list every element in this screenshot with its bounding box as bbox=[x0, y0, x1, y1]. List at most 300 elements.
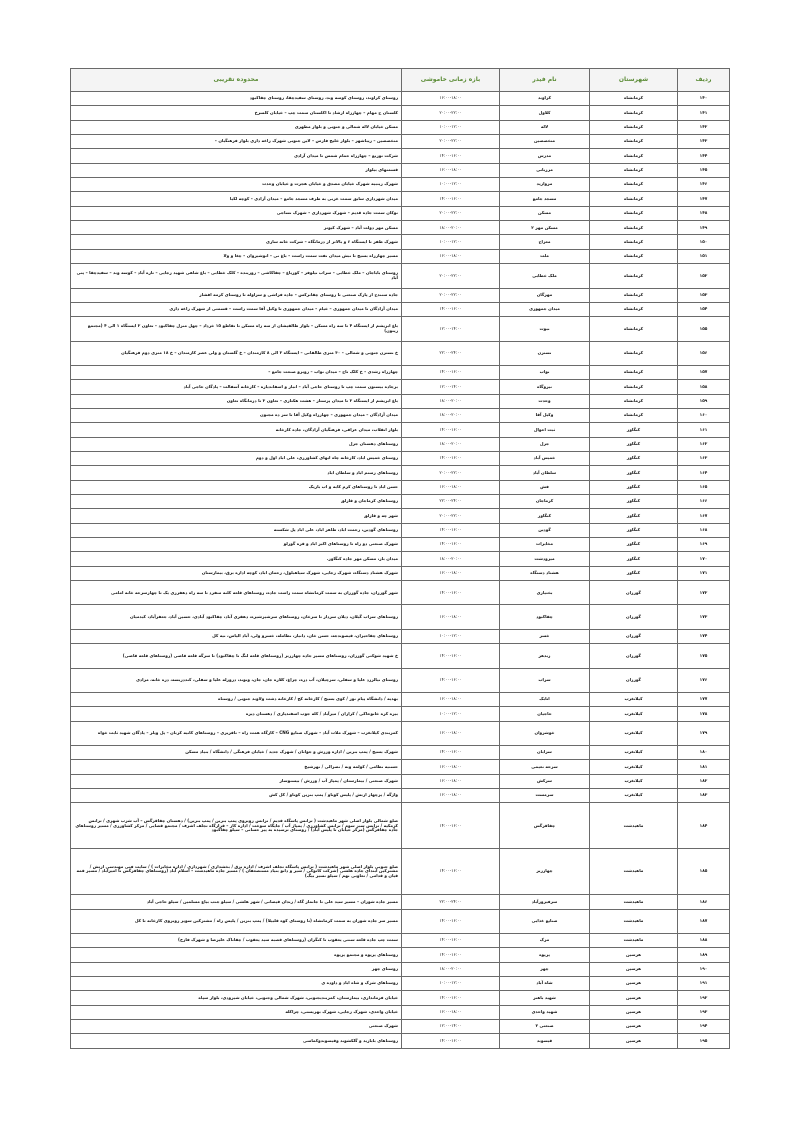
feeder-cell: مسجد جامع bbox=[500, 192, 590, 206]
table-row bbox=[71, 552, 730, 566]
time-range-cell: ۱۸:۰۰-۲۰:۰۰ bbox=[402, 408, 500, 422]
feeder-cell: میرودشت bbox=[500, 552, 590, 566]
time-range-cell: ۱۴:۰۰-۱۶:۰۰ bbox=[402, 423, 500, 437]
feeder-cell: کلاول bbox=[500, 106, 590, 120]
area-cell: شهرک هشتاد دستگاه، شهرک رجایی، شهرک سیاهبلول، رحمان اباد، کوچه اداره برق، بیمارستان bbox=[71, 566, 402, 580]
city-cell: کنگاور bbox=[590, 566, 678, 580]
time-range-cell: ۱۴:۰۰-۱۶:۰۰ bbox=[402, 948, 500, 962]
city-cell: کرمانشاه bbox=[590, 317, 678, 341]
table-row bbox=[71, 163, 730, 177]
city-cell: کرمانشاه bbox=[590, 288, 678, 302]
row-number: ۱۴۹ bbox=[678, 221, 730, 235]
area-cell: ضلع شمالی بلوار اصلی شهر ماهیدشت ( ترانس پاسگاه قدیم / ترانس روبروی پمپ بنزین / پمپ بنزین) / دهستان چقاقرگس – آب شرب شهری / ترانس کرمکیه / ترانس سبز سوم / ترانس کشاورزی / پمپاژ آب / جایگاه سوخت / اداره کار – قرارگاه تجلف اشرف / مجتمع قضایی / مرکز کشاورزی / مسیر روستاهای جاده چقاقرگس (مرکز خیابان تا پلیس آباد) / روستای ترسیده به پیر حسانی – سیلو چقاکبود bbox=[71, 803, 402, 849]
time-range-cell: ۲۰:۰۰-۲۲:۰۰ bbox=[402, 288, 500, 302]
feeder-cell: میدان جمهوری bbox=[500, 302, 590, 316]
row-number: ۱۸۸ bbox=[678, 933, 730, 947]
area-cell: شهرک زینبیه شهرک خیابان مصدق و خیابان هجرت و خیابان وحدت bbox=[71, 178, 402, 192]
feeder-cell: مخابرات bbox=[500, 538, 590, 552]
time-range-cell: ۱۶:۰۰-۱۸:۰۰ bbox=[402, 92, 500, 106]
row-number: ۱۶۲ bbox=[678, 437, 730, 451]
table-header-row bbox=[71, 69, 730, 92]
table-row bbox=[71, 605, 730, 629]
table-row bbox=[71, 746, 730, 760]
city-cell: ماهیدشت bbox=[590, 909, 678, 933]
table-row bbox=[71, 178, 730, 192]
time-range-cell: ۱۴:۰۰-۱۶:۰۰ bbox=[402, 452, 500, 466]
feeder-cell: وکیل آقا bbox=[500, 408, 590, 422]
city-cell: کنگاور bbox=[590, 509, 678, 523]
area-cell: نوکان سمت جاده قدیم – شهرک شهرداری – شهرک نساجی bbox=[71, 206, 402, 220]
city-cell: کرمانشاه bbox=[590, 106, 678, 120]
table-row bbox=[71, 789, 730, 803]
table-row bbox=[71, 991, 730, 1005]
city-cell: ماهیدشت bbox=[590, 803, 678, 849]
time-range-cell: ۱۴:۰۰-۱۶:۰۰ bbox=[402, 1034, 500, 1048]
table-row bbox=[71, 668, 730, 692]
city-cell: ماهیدشت bbox=[590, 933, 678, 947]
feeder-cell: مهرگان bbox=[500, 288, 590, 302]
area-cell: بلوار انقلاب، میدان عراقی، فرهنگیان آزادگان، جاده کارخانه bbox=[71, 423, 402, 437]
city-cell: کنگاور bbox=[590, 466, 678, 480]
area-cell: شهرک بسیج / پمپ بنزین / اداره ورزش و جوانان / شهرک جدید / خیابان فرهنگی / دانشگاه / بنیاد مسکن bbox=[71, 746, 402, 760]
city-cell: هرسین bbox=[590, 1005, 678, 1019]
table-row bbox=[71, 962, 730, 976]
city-cell: کنگاور bbox=[590, 552, 678, 566]
city-cell: کنگاور bbox=[590, 495, 678, 509]
row-number: ۱۶۳ bbox=[678, 452, 730, 466]
feeder-cell: سرفیروزآباد bbox=[500, 895, 590, 909]
table-row bbox=[71, 976, 730, 990]
row-number: ۱۵۰ bbox=[678, 235, 730, 249]
city-cell: ماهیدشت bbox=[590, 895, 678, 909]
area-cell: میدان شهرداری سابق سمت غربی به طرف مسجد جامع – میدان آزادی – کوچه لکیا bbox=[71, 192, 402, 206]
time-range-cell: ۱۰:۰۰-۱۲:۰۰ bbox=[402, 178, 500, 192]
city-cell: کرمانشاه bbox=[590, 149, 678, 163]
row-number: ۱۷۱ bbox=[678, 566, 730, 580]
area-cell: کمربندی کیلانغرب – شهرک ملات آباد – شهرک صنایع CNG – کارگاه همت راه – تاقریری – روستاهای کانیه کرنان – پل ویلز – پادگان شهید ثابت خواه bbox=[71, 721, 402, 745]
feeder-cell: هشتاد دستگاه bbox=[500, 566, 590, 580]
table-row bbox=[71, 288, 730, 302]
area-cell: شهرک ظفر تا ایستگاه ۶ و بالاتر از درمانگاه – شرکت خانه سازی bbox=[71, 235, 402, 249]
row-number: ۱۶۰ bbox=[678, 408, 730, 422]
time-range-cell: ۱۶:۰۰-۱۸:۰۰ bbox=[402, 760, 500, 774]
feeder-cell: سرمست bbox=[500, 789, 590, 803]
row-number: ۱۹۳ bbox=[678, 1005, 730, 1019]
city-cell: گوزران bbox=[590, 644, 678, 668]
feeder-cell: فش bbox=[500, 480, 590, 494]
row-number: ۱۴۲ bbox=[678, 120, 730, 134]
row-number: ۱۶۴ bbox=[678, 466, 730, 480]
time-range-cell: ۱۶:۰۰-۱۸:۰۰ bbox=[402, 1005, 500, 1019]
time-range-cell: ۱۸:۰۰-۲۰:۰۰ bbox=[402, 552, 500, 566]
time-range-cell: ۱۴:۰۰-۱۶:۰۰ bbox=[402, 523, 500, 537]
time-range-cell: ۲۲:۰۰-۲۴:۰۰ bbox=[402, 495, 500, 509]
table-row bbox=[71, 480, 730, 494]
row-number: ۱۶۹ bbox=[678, 538, 730, 552]
row-number: ۱۵۲ bbox=[678, 264, 730, 288]
table-row bbox=[71, 235, 730, 249]
feeder-cell: شاه آباد bbox=[500, 976, 590, 990]
table-row bbox=[71, 707, 730, 721]
feeder-cell: چهر bbox=[500, 962, 590, 976]
time-range-cell: ۱۰:۰۰-۱۲:۰۰ bbox=[402, 976, 500, 990]
table-row bbox=[71, 317, 730, 341]
feeder-cell: مروارید bbox=[500, 178, 590, 192]
area-cell: خ شهید شوکتی گوزران، روستاهای مسیر جاده چهارزبر (روستاهای قلعه لنگ تا چقاکبود) تا سرگه قلعه قاضی (روستاهای قلعه قاضی) bbox=[71, 644, 402, 668]
row-number: ۱۵۵ bbox=[678, 317, 730, 341]
city-cell: کنگاور bbox=[590, 538, 678, 552]
area-cell: روستاهای پرپوه و مجتمع پرپوه bbox=[71, 948, 402, 962]
time-range-cell: ۱۴:۰۰-۱۶:۰۰ bbox=[402, 192, 500, 206]
time-range-cell: ۱۰:۰۰-۱۲:۰۰ bbox=[402, 235, 500, 249]
feeder-cell: حاجیان bbox=[500, 707, 590, 721]
feeder-cell: بختیاری bbox=[500, 581, 590, 605]
area-cell: برجاده بیستون سمت چپ تا روستای حاجی آباد – انبار و اسفاندیاره – کارخانه آسفالت – پادگان حاجی آباد bbox=[71, 380, 402, 394]
city-cell: کیلانغرب bbox=[590, 760, 678, 774]
time-range-cell: ۱۲:۰۰-۱۴:۰۰ bbox=[402, 317, 500, 341]
area-cell: شهر چه و قارلق bbox=[71, 509, 402, 523]
city-cell: هرسین bbox=[590, 1034, 678, 1048]
table-row bbox=[71, 264, 730, 288]
time-range-cell: ۱۴:۰۰-۱۶:۰۰ bbox=[402, 644, 500, 668]
row-number: ۱۵۷ bbox=[678, 365, 730, 379]
row-number: ۱۹۲ bbox=[678, 991, 730, 1005]
area-cell: میدان باز، مسکن مهر جاده کنگاور. bbox=[71, 552, 402, 566]
feeder-cell: گودین bbox=[500, 523, 590, 537]
area-cell: مسکن خیابان لاله شمالی و جنوبی و بلوار مطهری bbox=[71, 120, 402, 134]
row-number: ۱۹۰ bbox=[678, 962, 730, 976]
row-number: ۱۹۴ bbox=[678, 1019, 730, 1033]
area-cell: خیابان واحدی، شهرک رجایی، شهرک بهزیستی، چراکله bbox=[71, 1005, 402, 1019]
table-row bbox=[71, 341, 730, 365]
area-cell: مسیر جاده شوران – مسیر سید علی تا جانماز گاه / زندان قیصانی / شهر هلشی / سیلو جنب بیاع مسلمین / سیلو حاجی آباد bbox=[71, 895, 402, 909]
area-cell: مسکن مهر دولت آباد – شهرک کیوتر bbox=[71, 221, 402, 235]
area-cell: روستای کراوند، روستای کوسه وند، روستای سفیدچقا، روستای چقاکبود bbox=[71, 92, 402, 106]
feeder-cell: کراوند bbox=[500, 92, 590, 106]
table-row bbox=[71, 394, 730, 408]
row-number: ۱۴۰ bbox=[678, 92, 730, 106]
city-cell: کیلانغرب bbox=[590, 789, 678, 803]
area-cell: خیابان فرمانداری، بیمارستان، کمربندیجنوبی، شهرک شمالی وجنوبی، خیابان شیرودی، بلوار سپاه bbox=[71, 991, 402, 1005]
time-range-cell: ۱۶:۰۰-۱۸:۰۰ bbox=[402, 480, 500, 494]
feeder-cell: جزل bbox=[500, 437, 590, 451]
city-cell: کنگاور bbox=[590, 452, 678, 466]
table-row bbox=[71, 92, 730, 106]
row-number: ۱۴۵ bbox=[678, 163, 730, 177]
feeder-cell: نسترن bbox=[500, 341, 590, 365]
row-number: ۱۶۵ bbox=[678, 480, 730, 494]
table-row bbox=[71, 408, 730, 422]
time-range-cell: ۱۴:۰۰-۱۶:۰۰ bbox=[402, 538, 500, 552]
header-row-number: ردیف bbox=[678, 69, 730, 92]
time-range-cell: ۱۶:۰۰-۱۸:۰۰ bbox=[402, 774, 500, 788]
time-range-cell: ۱۸:۰۰-۲۰:۰۰ bbox=[402, 962, 500, 976]
area-cell: روستاهای گودین، رحمت اباد، طاهر اباد، علی اباد پل شکسته bbox=[71, 523, 402, 537]
area-cell: روستاهای سراب گیلان، دیلان سردار تا سرخان، روستاهای سرشیرشیره، دهقری آباد، چقاکبود آبادی، حسین آباد، جعفرآباد، کیدمیان bbox=[71, 605, 402, 629]
city-cell: کرمانشاه bbox=[590, 408, 678, 422]
row-number: ۱۸۷ bbox=[678, 909, 730, 933]
time-range-cell: ۱۴:۰۰-۱۶:۰۰ bbox=[402, 803, 500, 849]
table-row bbox=[71, 629, 730, 643]
city-cell: کیلانغرب bbox=[590, 692, 678, 706]
city-cell: کرمانشاه bbox=[590, 163, 678, 177]
feeder-cell: معراج bbox=[500, 235, 590, 249]
feeder-cell: سرکش bbox=[500, 774, 590, 788]
feeder-cell: چهارزبر bbox=[500, 849, 590, 895]
area-cell: بهدیه / دانشگاه پیام نور / کوی بسیج / کارخانه کج / کارخانه دشت ولاوند جنوبی / روستاه bbox=[71, 692, 402, 706]
area-cell: خ نسترن جنوبی و شمالی – ۳۰ متری طالقانی – ایستگاه ۲ الی ۸ کارمندان – خ گلستان و ولی عصر کارمندان – خ ۱۸ متری دوم فرهنگیان bbox=[71, 341, 402, 365]
row-number: ۱۷۹ bbox=[678, 721, 730, 745]
table-row bbox=[71, 774, 730, 788]
feeder-cell: کنگاور bbox=[500, 509, 590, 523]
time-range-cell: ۲۰:۰۰-۲۲:۰۰ bbox=[402, 264, 500, 288]
area-cell: کلستان ج مهام – چهارراه ارشاد تا اکلستان سمت چپ – خیابان کلسرخ bbox=[71, 106, 402, 120]
time-range-cell: ۱۸:۰۰-۲۰:۰۰ bbox=[402, 221, 500, 235]
time-range-cell: ۱۸:۰۰-۲۰:۰۰ bbox=[402, 394, 500, 408]
table-row bbox=[71, 948, 730, 962]
feeder-cell: کرماجان bbox=[500, 495, 590, 509]
row-number: ۱۴۸ bbox=[678, 206, 730, 220]
city-cell: کرمانشاه bbox=[590, 302, 678, 316]
area-cell: روستاهای بابازید و گلکشوند وقیسوندوکماسی bbox=[71, 1034, 402, 1048]
row-number: ۱۴۳ bbox=[678, 135, 730, 149]
city-cell: کنگاور bbox=[590, 480, 678, 494]
area-cell: سمت چپ جاده قلعه سنتی یعقوب تا کنگران (روستاهای قصبه سید یعقوب / چقاناک علیرضا و شهرک فارح) bbox=[71, 933, 402, 947]
area-cell: روستای نیالزرد علیا و سفلی، سرچیلان، آب دره، چراغ، کلاره جان، جان، ونوند، دروزله علیا و سفلی، کنددربسه، دره خانه، مرادی bbox=[71, 668, 402, 692]
table-row bbox=[71, 221, 730, 235]
table-row bbox=[71, 566, 730, 580]
time-range-cell: ۲۰:۰۰-۲۲:۰۰ bbox=[402, 509, 500, 523]
feeder-cell: صنایع غذایی bbox=[500, 909, 590, 933]
feeder-cell: سراب bbox=[500, 668, 590, 692]
time-range-cell: ۱۰:۰۰-۱۲:۰۰ bbox=[402, 120, 500, 134]
time-range-cell: ۱۶:۰۰-۱۸:۰۰ bbox=[402, 249, 500, 263]
table-row bbox=[71, 495, 730, 509]
time-range-cell: ۱۶:۰۰-۱۸:۰۰ bbox=[402, 605, 500, 629]
area-cell: روستاهای دهستان جزل bbox=[71, 437, 402, 451]
feeder-cell: وحدت bbox=[500, 394, 590, 408]
time-range-cell: ۲۰:۰۰-۲۲:۰۰ bbox=[402, 466, 500, 480]
time-range-cell: ۱۴:۰۰-۱۶:۰۰ bbox=[402, 149, 500, 163]
row-number: ۱۴۷ bbox=[678, 192, 730, 206]
city-cell: گوزران bbox=[590, 605, 678, 629]
feeder-cell: خمیس آباد bbox=[500, 452, 590, 466]
city-cell: کرمانشاه bbox=[590, 394, 678, 408]
feeder-cell: مدرس bbox=[500, 149, 590, 163]
row-number: ۱۸۶ bbox=[678, 895, 730, 909]
area-cell: باغ ابریشم از ایستگاه ۴ تا سه راه مسکن – بلوار طالقیشان از سه راه مسکن تا تقاطع ۱۵ خرداد – چهل منزل چقاکبود – تعاون ۲ ایستگاه ۱ الی ۴ (مجتمع زیتون) bbox=[71, 317, 402, 341]
area-cell: شهرک صنعتی bbox=[71, 1019, 402, 1033]
row-number: ۱۸۴ bbox=[678, 803, 730, 849]
table-row bbox=[71, 135, 730, 149]
row-number: ۱۴۶ bbox=[678, 178, 730, 192]
row-number: ۱۸۲ bbox=[678, 774, 730, 788]
table-row bbox=[71, 206, 730, 220]
table-row bbox=[71, 423, 730, 437]
time-range-cell: ۱۴:۰۰-۱۶:۰۰ bbox=[402, 746, 500, 760]
area-cell: روستای چهر bbox=[71, 962, 402, 976]
feeder-cell: خسر bbox=[500, 629, 590, 643]
city-cell: گوزران bbox=[590, 581, 678, 605]
feeder-cell: اتابک bbox=[500, 692, 590, 706]
city-cell: کرمانشاه bbox=[590, 178, 678, 192]
area-cell: روستاهای شرک و شاه اباد و داوده ی bbox=[71, 976, 402, 990]
city-cell: کنگاور bbox=[590, 437, 678, 451]
feeder-cell: سلطان آباد bbox=[500, 466, 590, 480]
area-cell: ضلع جنوبی بلوار اصلی شهر ماهیدشت ( ترانس پاسگاه تجلف اشرف / اداره برق / بخشداری / شهرداری / اداره مخابرات ) / سایت فنی مهندسی ارتش / مشترکین ابتدای جاده هلشی (شرکت کاتوکی / شیر و دانو بنیاد مستضعفان ) / مسیر جاده ماهیدشت – اسلام آباد (روستاهای چقاقرگس تا امیرآباد / مسیر قمه قیان و قدامی / تعاونی نهم / سیلو نسیر بیگ) bbox=[71, 849, 402, 895]
time-range-cell: ۱۴:۰۰-۱۶:۰۰ bbox=[402, 933, 500, 947]
area-cell: روستاهای کرماجان و قارلق bbox=[71, 495, 402, 509]
area-cell: شهرک صنعتی دو راه تا روستاهای اکبر اباد و قره گوزلو bbox=[71, 538, 402, 552]
row-number: ۱۸۹ bbox=[678, 948, 730, 962]
area-cell: مسیر چهارراه بسیج تا نبش میدان نفت سمت راست – باغ نی – انوشیروان – چغا و ولا bbox=[71, 249, 402, 263]
feeder-cell: نبوت bbox=[500, 317, 590, 341]
time-range-cell: ۱۴:۰۰-۱۶:۰۰ bbox=[402, 302, 500, 316]
feeder-cell: صنعتی ۲ bbox=[500, 1019, 590, 1033]
area-cell: قسمتهای بیلوار bbox=[71, 163, 402, 177]
area-cell: باغ ابریشم از ایستگاه ۲ تا میدان پرستار – هشت هکتاری – تعاون ۳ تا درمانگاه تعاون bbox=[71, 394, 402, 408]
area-cell: شهرک صنعتی / بیمارستان / پمپاژ آب / ورزش / بیسنوسار bbox=[71, 774, 402, 788]
city-cell: کرمانشاه bbox=[590, 380, 678, 394]
table-row bbox=[71, 1019, 730, 1033]
row-number: ۱۶۸ bbox=[678, 523, 730, 537]
row-number: ۱۷۰ bbox=[678, 552, 730, 566]
city-cell: کرمانشاه bbox=[590, 365, 678, 379]
time-range-cell: ۱۶:۰۰-۱۸:۰۰ bbox=[402, 789, 500, 803]
city-cell: کیلانغرب bbox=[590, 746, 678, 760]
time-range-cell: ۲۲:۰۰-۲۴:۰۰ bbox=[402, 341, 500, 365]
city-cell: هرسین bbox=[590, 962, 678, 976]
table-row bbox=[71, 538, 730, 552]
row-number: ۱۷۶ bbox=[678, 668, 730, 692]
time-range-cell: ۱۴:۰۰-۱۶:۰۰ bbox=[402, 365, 500, 379]
feeder-cell: مرک bbox=[500, 933, 590, 947]
area-cell: میدان آزادگان – میدان جمهوری – چهارراه وکیل آقا تا سر ده مجنون bbox=[71, 408, 402, 422]
row-number: ۱۸۳ bbox=[678, 789, 730, 803]
city-cell: کرمانشاه bbox=[590, 120, 678, 134]
feeder-cell: متخصصین bbox=[500, 135, 590, 149]
feeder-cell: شهید واحدی bbox=[500, 1005, 590, 1019]
header-area: محدوده تقریبی bbox=[71, 69, 402, 92]
table-row bbox=[71, 760, 730, 774]
time-range-cell: ۱۴:۰۰-۱۶:۰۰ bbox=[402, 991, 500, 1005]
area-cell: بیره کره خانوحاکی / کزاران / میرآباد / کله جوب اسفندیاری / دهستان دیره bbox=[71, 707, 402, 721]
area-cell: روستای باباجان – ملک خطابی – سراب نیلوفر – کوریاغ – چقاکاشی – روزبنده – کلک خطابی – باغ شاهی شهید رجایی – تازه آباد – کوسه وند – سفیدچقا – پتی آباد bbox=[71, 264, 402, 288]
row-number: ۱۵۸ bbox=[678, 380, 730, 394]
row-number: ۱۵۴ bbox=[678, 302, 730, 316]
feeder-cell: چقاقرگس bbox=[500, 803, 590, 849]
area-cell: روستای خمیس اباد، کارخانه چاه ابهای کشاورزی، علی اباد اول و دوم bbox=[71, 452, 402, 466]
city-cell: کنگاور bbox=[590, 523, 678, 537]
row-number: ۱۵۳ bbox=[678, 288, 730, 302]
table-row bbox=[71, 581, 730, 605]
table-row bbox=[71, 106, 730, 120]
row-number: ۱۷۴ bbox=[678, 629, 730, 643]
city-cell: کیلانغرب bbox=[590, 774, 678, 788]
area-cell: حسن اباد تا روستاهای کرم کابه و اب باریک bbox=[71, 480, 402, 494]
blackout-schedule-table bbox=[70, 68, 730, 1049]
city-cell: کیلانغرب bbox=[590, 721, 678, 745]
row-number: ۱۶۷ bbox=[678, 509, 730, 523]
row-number: ۱۷۵ bbox=[678, 644, 730, 668]
city-cell: کرمانشاه bbox=[590, 206, 678, 220]
row-number: ۱۵۶ bbox=[678, 341, 730, 365]
area-cell: شرکت توزیع – چهارراه حمام شمس تا میدان آزادی bbox=[71, 149, 402, 163]
table-row bbox=[71, 692, 730, 706]
city-cell: کرمانشاه bbox=[590, 264, 678, 288]
row-number: ۱۷۷ bbox=[678, 692, 730, 706]
area-cell: چهارراه رشدی – خ کلک تاج – میدان نواب – روبرو صنعت جامع – bbox=[71, 365, 402, 379]
table-row bbox=[71, 909, 730, 933]
city-cell: هرسین bbox=[590, 1019, 678, 1033]
time-range-cell: ۱۶:۰۰-۱۸:۰۰ bbox=[402, 566, 500, 580]
row-number: ۱۸۰ bbox=[678, 746, 730, 760]
city-cell: هرسین bbox=[590, 948, 678, 962]
feeder-cell: ملت bbox=[500, 249, 590, 263]
header-feeder: نام فیدر bbox=[500, 69, 590, 92]
row-number: ۱۶۶ bbox=[678, 495, 730, 509]
row-number: ۱۹۱ bbox=[678, 976, 730, 990]
table-row bbox=[71, 1034, 730, 1048]
feeder-cell: لاله bbox=[500, 120, 590, 134]
area-cell: حسنیه نظامی / کولمه ونه / نصرالی / نهرشیخ bbox=[71, 760, 402, 774]
time-range-cell: ۱۴:۰۰-۱۶:۰۰ bbox=[402, 909, 500, 933]
area-cell: مسیر سر جاده شوران به سمت کرمانشاه (تا روستای کوه قلبیلا) / پمپ بنزین / پلیس راه / مشترکین سوپر روبروی کارخانه تا کل bbox=[71, 909, 402, 933]
row-number: ۱۷۲ bbox=[678, 581, 730, 605]
row-number: ۱۵۱ bbox=[678, 249, 730, 263]
feeder-cell: خوشروان bbox=[500, 721, 590, 745]
feeder-cell: چقاکبود bbox=[500, 605, 590, 629]
city-cell: کرمانشاه bbox=[590, 235, 678, 249]
time-range-cell: ۱۶:۰۰-۱۸:۰۰ bbox=[402, 163, 500, 177]
feeder-cell: مسکن bbox=[500, 206, 590, 220]
row-number: ۱۵۹ bbox=[678, 394, 730, 408]
time-range-cell: ۱۰:۰۰-۱۲:۰۰ bbox=[402, 629, 500, 643]
city-cell: هرسین bbox=[590, 976, 678, 990]
time-range-cell: ۱۲:۰۰-۱۴:۰۰ bbox=[402, 380, 500, 394]
feeder-cell: نیروگاه bbox=[500, 380, 590, 394]
time-range-cell: ۲۰:۰۰-۲۲:۰۰ bbox=[402, 135, 500, 149]
table-row bbox=[71, 933, 730, 947]
table-row bbox=[71, 120, 730, 134]
feeder-cell: قیسوند bbox=[500, 1034, 590, 1048]
row-number: ۱۷۳ bbox=[678, 605, 730, 629]
time-range-cell: ۱۴:۰۰-۱۶:۰۰ bbox=[402, 581, 500, 605]
row-number: ۱۴۴ bbox=[678, 149, 730, 163]
time-range-cell: ۲۰:۰۰-۲۲:۰۰ bbox=[402, 106, 500, 120]
city-cell: هرسین bbox=[590, 991, 678, 1005]
time-range-cell: ۱۶:۰۰-۱۸:۰۰ bbox=[402, 692, 500, 706]
table-row bbox=[71, 1005, 730, 1019]
city-cell: کیلانغرب bbox=[590, 707, 678, 721]
time-range-cell: ۱۲:۰۰-۱۴:۰۰ bbox=[402, 1019, 500, 1033]
time-range-cell: ۱۸:۰۰-۲۰:۰۰ bbox=[402, 437, 500, 451]
table-row bbox=[71, 509, 730, 523]
city-cell: گوزران bbox=[590, 668, 678, 692]
table-row bbox=[71, 721, 730, 745]
row-number: ۱۶۱ bbox=[678, 423, 730, 437]
time-range-cell: ۱۴:۰۰-۱۶:۰۰ bbox=[402, 668, 500, 692]
city-cell: ماهیدشت bbox=[590, 849, 678, 895]
table-row bbox=[71, 192, 730, 206]
time-range-cell: ۱۰:۰۰-۱۲:۰۰ bbox=[402, 707, 500, 721]
table-row bbox=[71, 895, 730, 909]
time-range-cell: ۲۲:۰۰-۲۴:۰۰ bbox=[402, 895, 500, 909]
city-cell: کرمانشاه bbox=[590, 221, 678, 235]
city-cell: کرمانشاه bbox=[590, 135, 678, 149]
row-number: ۱۴۱ bbox=[678, 106, 730, 120]
table-row bbox=[71, 849, 730, 895]
